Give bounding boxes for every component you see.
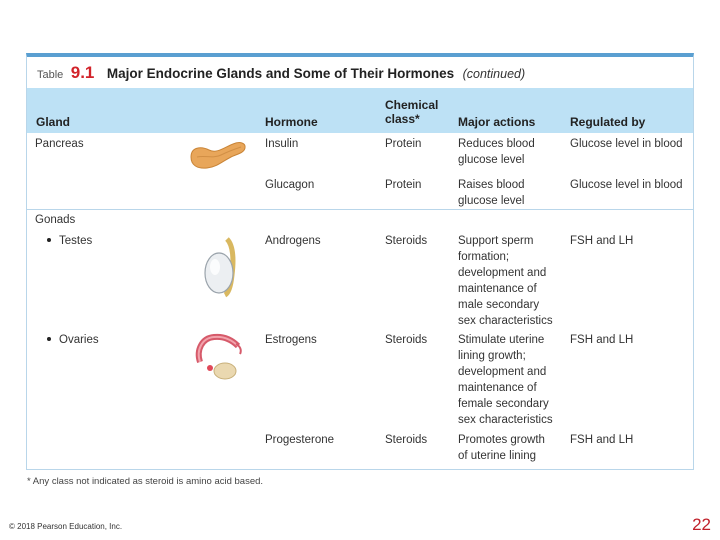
gland-ovaries-label: Ovaries <box>59 334 99 346</box>
actions-estrogens-line4: maintenance of <box>458 382 537 394</box>
table-title-text: Major Endocrine Glands and Some of Their Hormones <box>106 66 455 81</box>
gland-gonads: Gonads <box>35 214 76 226</box>
page-number: 22 <box>692 515 711 534</box>
actions-androgens <box>458 233 553 329</box>
table-footnote: * Any class not indicated as steroid is amino acid based. <box>27 476 264 487</box>
class-insulin: Protein <box>385 138 422 150</box>
actions-androgens-line6: sex characteristics <box>458 315 553 327</box>
actions-progesterone-line1: Promotes growth <box>458 434 545 446</box>
actions-progesterone <box>458 432 545 464</box>
regulated-insulin: Glucose level in blood <box>570 138 683 150</box>
actions-androgens-line3: development and <box>458 267 547 279</box>
actions-estrogens-line2: lining growth; <box>458 350 526 362</box>
gland-testes <box>35 233 92 249</box>
class-androgens: Steroids <box>385 235 428 247</box>
class-glucagon: Protein <box>385 179 422 191</box>
regulated-glucagon: Glucose level in blood <box>570 179 683 191</box>
actions-androgens-line5: male secondary <box>458 299 540 311</box>
hormone-glucagon: Glucagon <box>265 179 315 191</box>
actions-insulin <box>458 136 535 168</box>
regulated-progesterone: FSH and LH <box>570 434 634 446</box>
actions-estrogens-line6: sex characteristics <box>458 414 553 426</box>
testis-icon <box>199 235 241 299</box>
actions-insulin-line2: glucose level <box>458 154 525 166</box>
actions-estrogens-line5: female secondary <box>458 398 549 410</box>
row-divider <box>27 209 693 210</box>
header-chemical-class-line2: class* <box>385 112 420 126</box>
actions-androgens-line1: Support sperm <box>458 235 534 247</box>
header-gland: Gland <box>36 115 71 129</box>
gland-ovaries <box>35 332 99 348</box>
table-title <box>37 63 525 89</box>
class-estrogens: Steroids <box>385 334 428 346</box>
actions-estrogens-line1: Stimulate uterine <box>458 334 545 346</box>
actions-insulin-line1: Reduces blood <box>458 138 535 150</box>
table-header <box>27 88 693 133</box>
gland-pancreas: Pancreas <box>35 138 84 150</box>
endocrine-table <box>26 53 694 470</box>
actions-progesterone-line2: of uterine lining <box>458 450 536 462</box>
hormone-androgens: Androgens <box>265 235 321 247</box>
hormone-estrogens: Estrogens <box>265 334 317 346</box>
hormone-insulin: Insulin <box>265 138 299 150</box>
actions-estrogens-line3: development and <box>458 366 547 378</box>
header-hormone: Hormone <box>265 115 318 129</box>
header-chemical-class-line1: Chemical <box>385 98 439 112</box>
copyright-text: © 2018 Pearson Education, Inc. <box>9 522 123 531</box>
actions-glucagon <box>458 177 524 209</box>
actions-androgens-line2: formation; <box>458 251 510 263</box>
table-label: Table <box>37 69 64 81</box>
regulated-estrogens: FSH and LH <box>570 334 634 346</box>
ovary-icon <box>192 332 246 382</box>
regulated-androgens: FSH and LH <box>570 235 634 247</box>
bullet-icon <box>47 337 51 341</box>
header-major-actions: Major actions <box>458 115 536 129</box>
bullet-icon <box>47 238 51 242</box>
header-regulated-by: Regulated by <box>570 115 646 129</box>
class-progesterone: Steroids <box>385 434 428 446</box>
gland-testes-label: Testes <box>59 235 93 247</box>
actions-glucagon-line1: Raises blood <box>458 179 525 191</box>
actions-estrogens <box>458 332 553 428</box>
table-number: 9.1 <box>70 63 95 82</box>
pancreas-icon <box>187 137 249 171</box>
actions-androgens-line4: maintenance of <box>458 283 537 295</box>
header-chemical-class <box>385 98 438 126</box>
hormone-progesterone: Progesterone <box>265 434 335 446</box>
table-continued: (continued) <box>462 67 526 81</box>
actions-glucagon-line2: glucose level <box>458 195 525 207</box>
